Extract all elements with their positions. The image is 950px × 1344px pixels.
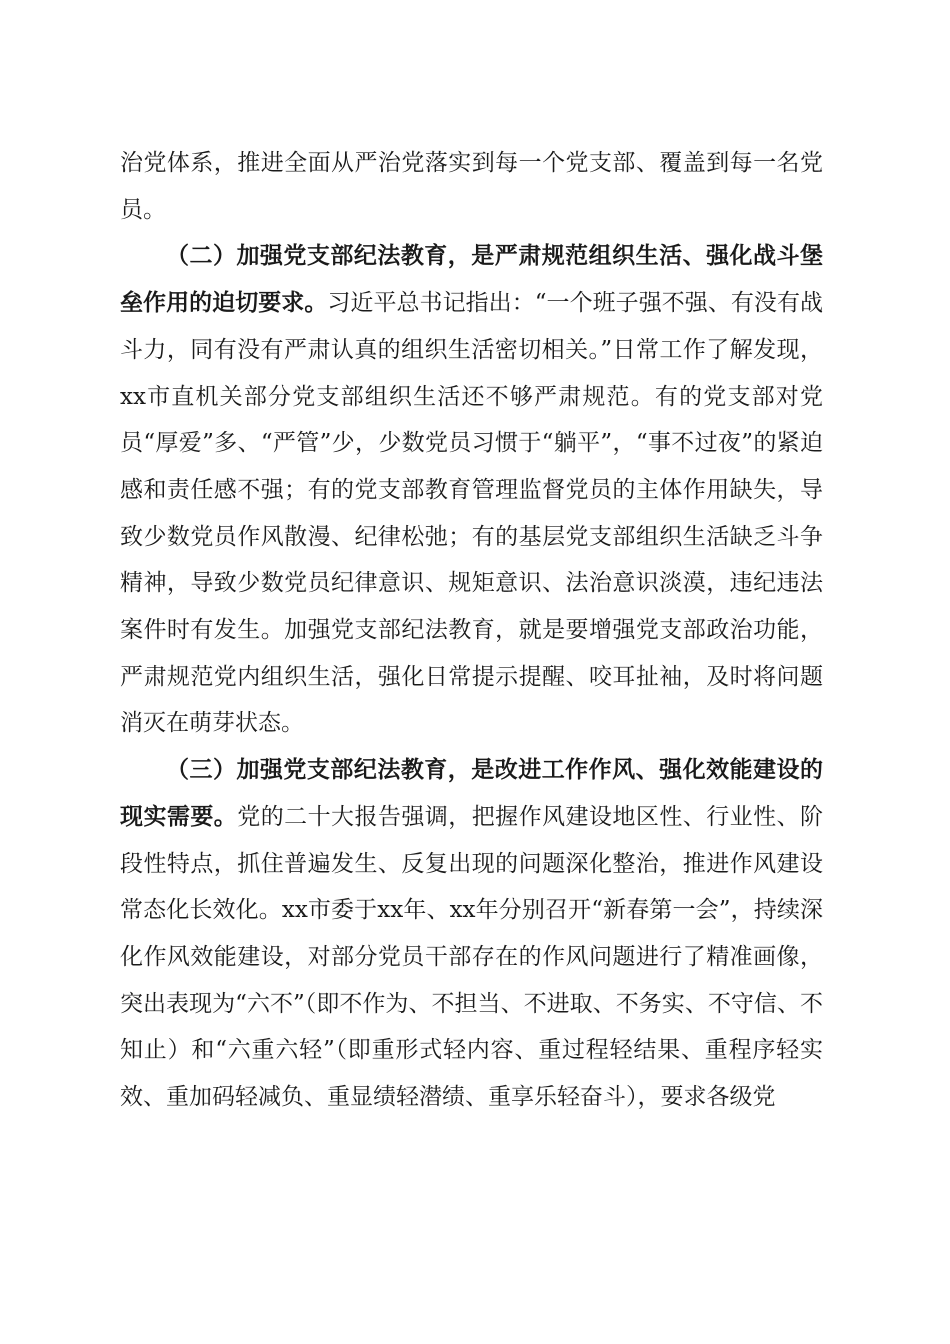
paragraph-continuation (120, 140, 823, 233)
document-body (120, 140, 823, 1121)
paragraph-section-three (120, 747, 823, 1121)
paragraph-section-two (120, 233, 823, 747)
paragraph-text: 治党体系，推进全面从严治党落实到每一个党支部、覆盖到每一名党员。 (120, 150, 823, 223)
paragraph-text: 习近平总书记指出：“一个班子强不强、有没有战斗力，同有没有严肃认真的组织生活密切相关。”日常工作了解发现，xx市直机关部分党支部组织生活还不够严肃规范。有的党支部对党员“厚爱”多、“严管”少，少数党员习惯于“躺平”，“事不过夜”的紧迫感和责任感不强；有的党支部教育管理监督党员的主体作用缺失，导致少数党员作风散漫、纪律松弛；有的基层党支部组织生活缺乏斗争精神，导致少数党员纪律意识、规矩意识、法治意识淡漠，违纪违法案件时有发生。加强党支部纪法教育，就是要增强党支部政治功能，严肃规范党内组织生活，强化日常提示提醒、咬耳扯袖，及时将问题消灭在萌芽状态。 (120, 290, 823, 737)
paragraph-text: 党的二十大报告强调，把握作风建设地区性、行业性、阶段性特点，抓住普遍发生、反复出现的问题深化整治，推进作风建设常态化长效化。xx市委于xx年、xx年分别召开“新春第一会”，持续深化作风效能建设，对部分党员干部存在的作风问题进行了精准画像，突出表现为“六不”（即不作为、不担当、不进取、不务实、不守信、不知止）和“六重六轻”（即重形式轻内容、重过程轻结果、重程序轻实效、重加码轻减负、重显绩轻潜绩、重享乐轻奋斗），要求各级党 (120, 803, 824, 1111)
section-heading: （二）加强党支部纪法教育，是严肃规范组织生活、强化战斗堡垒作用的迫切要求。 (120, 242, 823, 317)
section-heading: （三）加强党支部纪法教育，是改进工作作风、强化效能建设的现实需要。 (120, 756, 823, 830)
